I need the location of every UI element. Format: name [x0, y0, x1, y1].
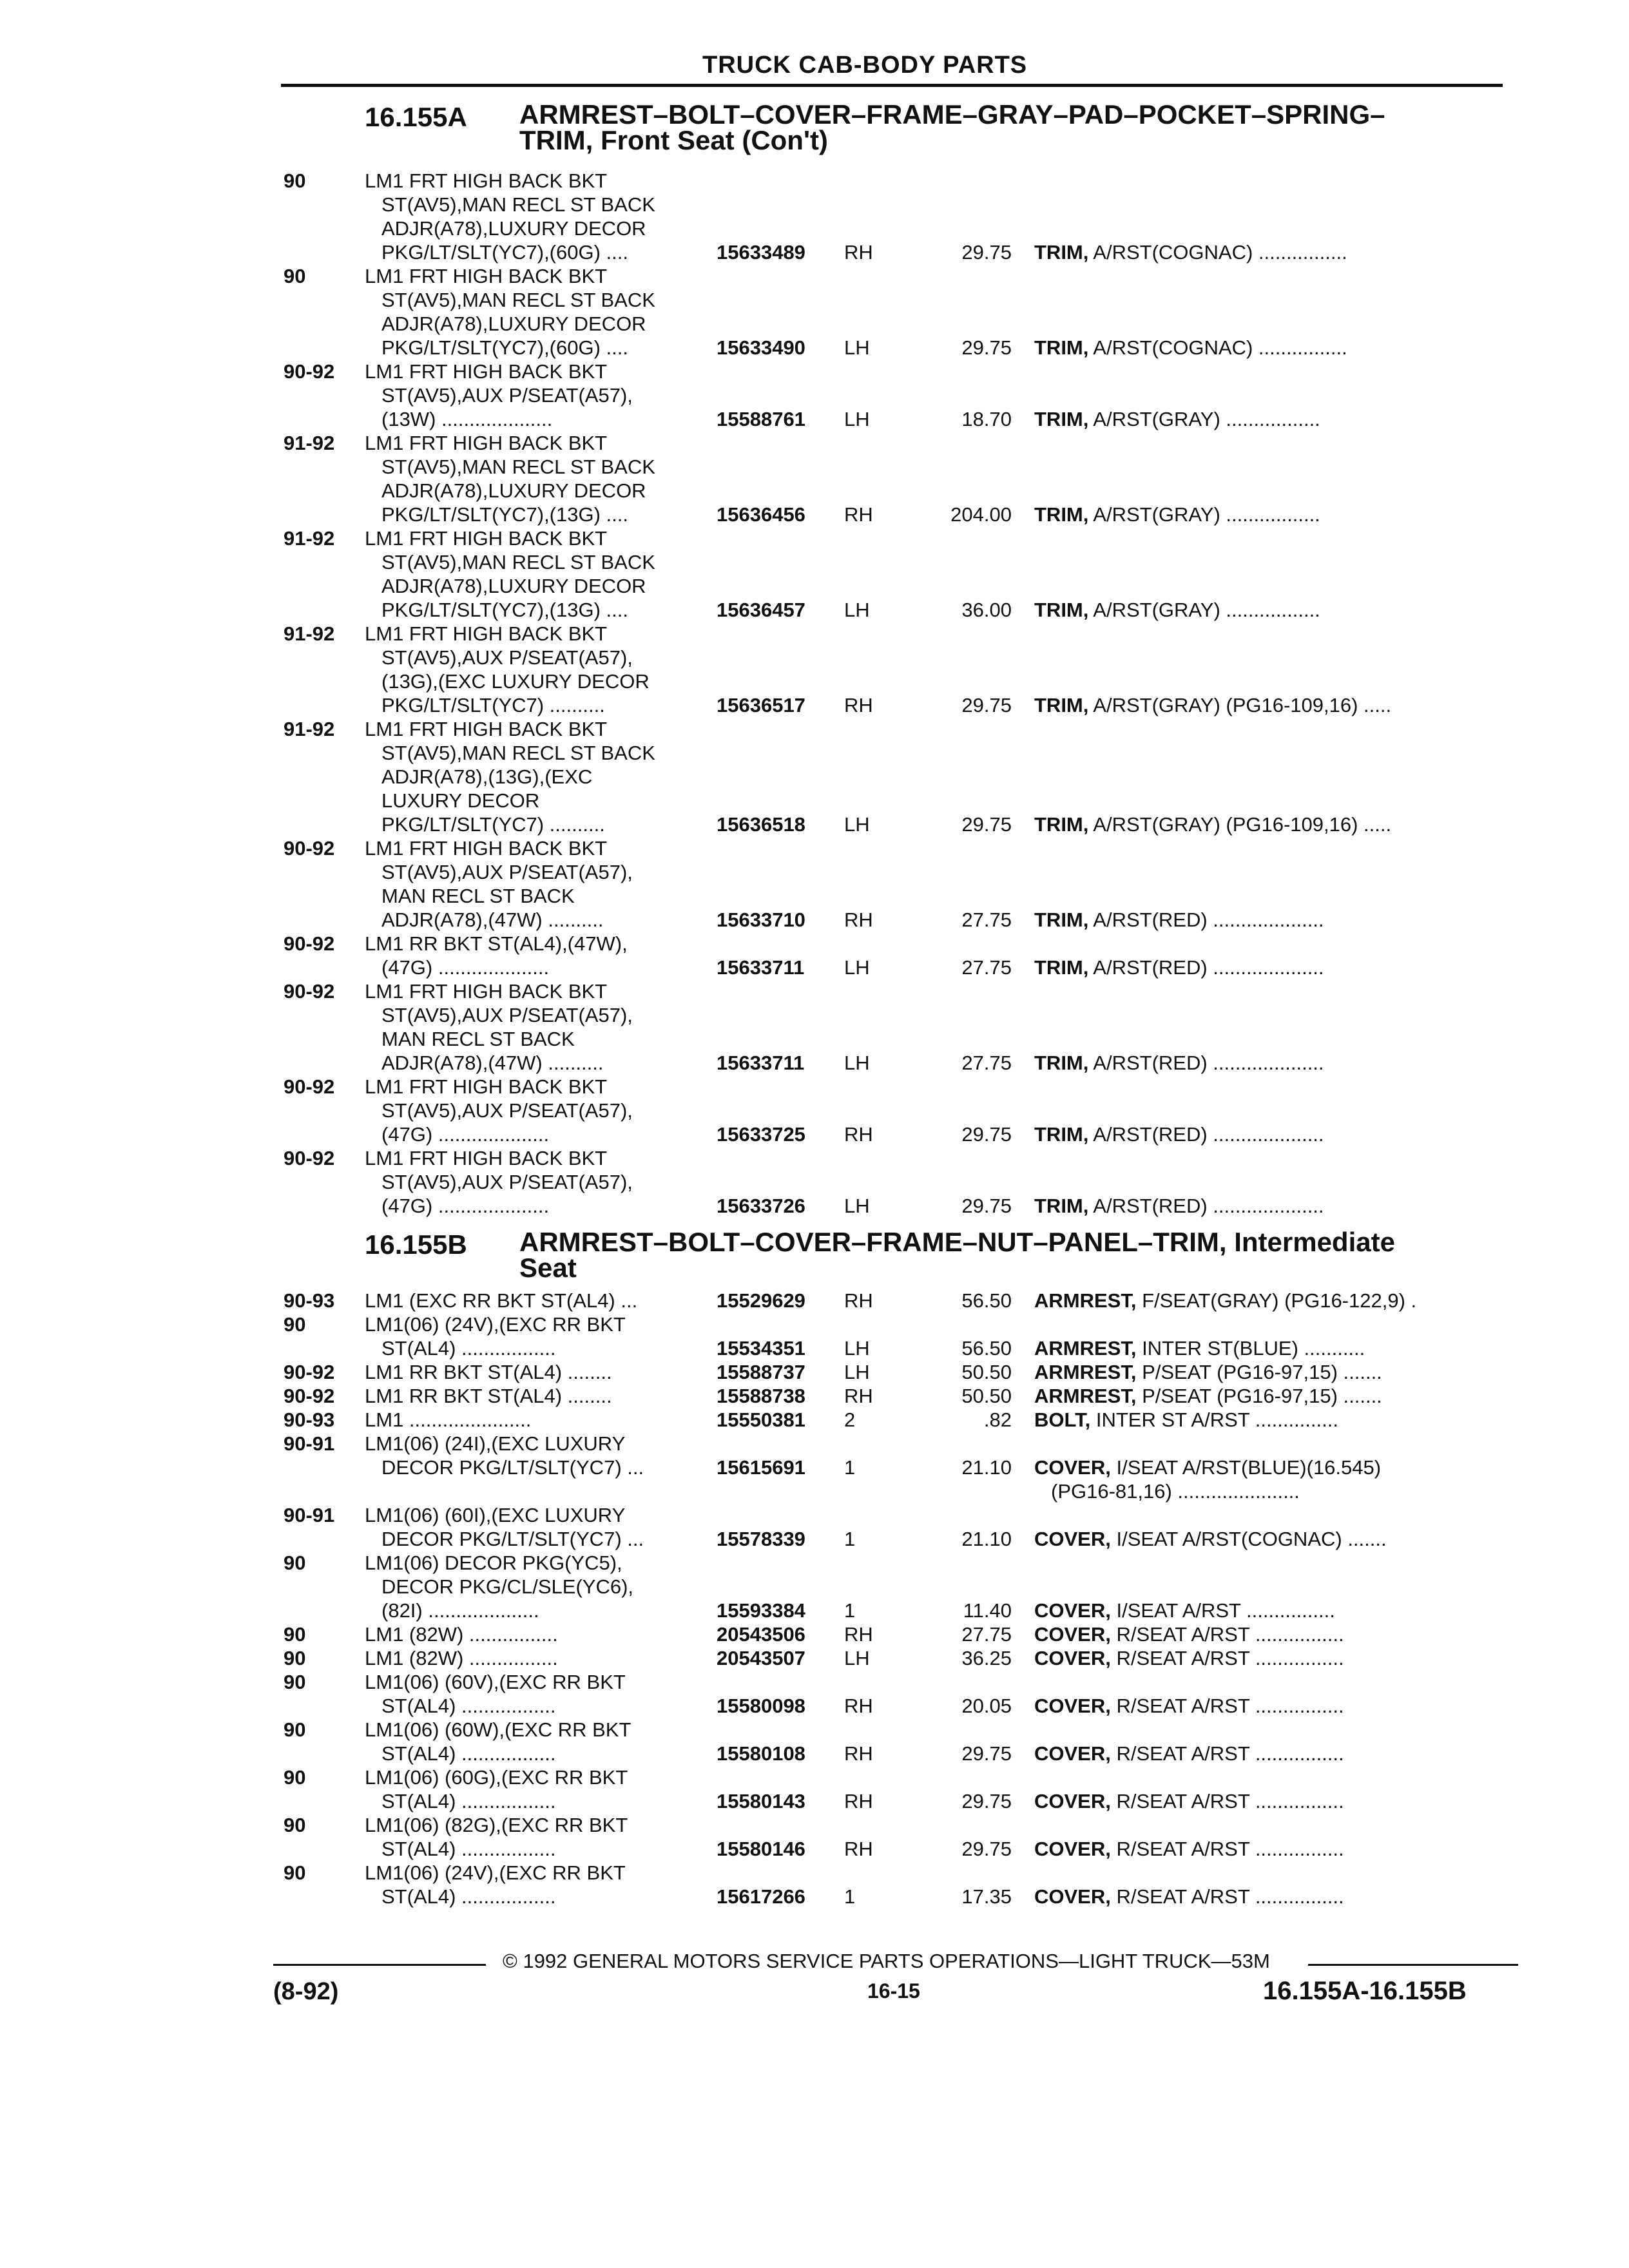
quantity: LH	[844, 599, 870, 621]
model-year: 90	[284, 265, 306, 287]
description-line: LM1 FRT HIGH BACK BKT	[365, 360, 608, 383]
part-name-detail: A/RST(GRAY) (PG16-109,16) .....	[1088, 813, 1392, 836]
quantity: RH	[844, 1623, 873, 1646]
part-name-continuation: (PG16-81,16) ......................	[1051, 1480, 1300, 1503]
description-line: LM1(06) (60G),(EXC RR BKT	[365, 1766, 628, 1789]
part-number: 15633489	[717, 241, 805, 264]
price: 11.40	[963, 1599, 1012, 1622]
description-line: ADJR(A78),LUXURY DECOR	[381, 479, 646, 502]
price: 29.75	[961, 694, 1012, 716]
part-name	[1034, 240, 1347, 264]
description-line: LM1 RR BKT ST(AL4) ........	[365, 1361, 612, 1383]
description-line: ST(AL4) .................	[381, 1885, 556, 1908]
price: 204.00	[950, 503, 1012, 526]
quantity: 2	[844, 1408, 856, 1431]
part-number: 15580098	[717, 1695, 805, 1717]
price: 56.50	[961, 1289, 1012, 1312]
model-year: 90	[284, 1552, 306, 1574]
description-line: LM1(06) (82G),(EXC RR BKT	[365, 1814, 628, 1836]
usage-description	[365, 1813, 628, 1861]
part-number: 15633490	[717, 336, 805, 359]
quantity: LH	[844, 1337, 870, 1360]
part-number: 15588761	[717, 408, 805, 430]
usage-description	[365, 717, 655, 836]
quantity: RH	[844, 694, 873, 716]
part-number: 15617266	[717, 1885, 805, 1908]
model-year: 90-93	[284, 1408, 335, 1431]
quantity: RH	[844, 1289, 873, 1312]
part-number: 15636517	[717, 694, 805, 716]
part-name-detail: R/SEAT A/RST ................	[1110, 1885, 1344, 1908]
quantity: RH	[844, 503, 873, 526]
description-line: LM1 FRT HIGH BACK BKT	[365, 169, 608, 192]
description-line: ST(AV5),MAN RECL ST BACK	[381, 289, 655, 311]
description-line: ST(AV5),AUX P/SEAT(A57),	[381, 1171, 633, 1193]
price: 36.25	[961, 1647, 1012, 1669]
part-number: 15529629	[717, 1289, 805, 1312]
part-name-keyword: COVER,	[1034, 1790, 1111, 1812]
quantity: LH	[844, 813, 870, 836]
part-number: 15550381	[717, 1408, 805, 1431]
usage-description	[365, 264, 655, 360]
price: 29.75	[961, 813, 1012, 836]
price: 27.75	[961, 1052, 1012, 1074]
part-name-keyword: TRIM,	[1034, 694, 1089, 716]
price: 29.75	[961, 336, 1012, 359]
footer-page-number: 16-15	[867, 1979, 920, 2003]
price: 27.75	[961, 908, 1012, 931]
section-number: 16.155B	[365, 1229, 467, 1260]
model-year: 91-92	[284, 718, 335, 740]
quantity: RH	[844, 1123, 873, 1146]
part-name-detail: A/RST(RED) ....................	[1088, 1052, 1324, 1074]
part-name-keyword: COVER,	[1034, 1456, 1111, 1479]
part-name	[1034, 503, 1320, 526]
usage-description	[365, 1146, 633, 1218]
part-name-detail: R/SEAT A/RST ................	[1110, 1790, 1344, 1812]
model-year: 90-92	[284, 360, 335, 383]
price: 29.75	[961, 241, 1012, 264]
quantity: LH	[844, 1052, 870, 1074]
quantity: RH	[844, 1790, 873, 1812]
description-line: MAN RECL ST BACK	[381, 885, 575, 907]
description-line: LM1 FRT HIGH BACK BKT	[365, 265, 608, 287]
description-line: LM1(06) DECOR PKG(YC5),	[365, 1552, 622, 1574]
part-name-keyword: COVER,	[1034, 1599, 1111, 1622]
usage-description	[365, 1718, 631, 1765]
quantity: 1	[844, 1885, 856, 1908]
model-year: 90-92	[284, 932, 335, 955]
model-year: 90	[284, 1623, 306, 1646]
part-name-detail: A/RST(GRAY) .................	[1088, 503, 1320, 526]
part-name	[1034, 1599, 1335, 1622]
description-line: LM1(06) (24V),(EXC RR BKT	[365, 1861, 626, 1884]
model-year: 90	[284, 1718, 306, 1741]
model-year: 90-93	[284, 1289, 335, 1312]
part-name-keyword: TRIM,	[1034, 813, 1089, 836]
part-name-detail: A/RST(RED) ....................	[1088, 1123, 1324, 1146]
description-line: ST(AV5),MAN RECL ST BACK	[381, 551, 655, 573]
part-name-keyword: COVER,	[1034, 1528, 1111, 1550]
quantity: LH	[844, 336, 870, 359]
part-name	[1034, 1336, 1365, 1360]
part-name	[1034, 1384, 1382, 1408]
part-number: 15534351	[717, 1337, 805, 1360]
part-name-detail: R/SEAT A/RST ................	[1110, 1742, 1344, 1765]
part-name	[1034, 1742, 1344, 1765]
usage-description	[365, 1360, 612, 1384]
footer-date: (8-92)	[273, 1978, 339, 2005]
description-line: LM1 (82W) ................	[365, 1647, 558, 1669]
part-number: 15578339	[717, 1528, 805, 1550]
usage-description	[365, 979, 633, 1075]
description-line: ST(AV5),AUX P/SEAT(A57),	[381, 1099, 633, 1122]
model-year: 90-92	[284, 837, 335, 860]
price: 36.00	[961, 599, 1012, 621]
model-year: 90	[284, 1861, 306, 1884]
usage-description	[365, 1432, 644, 1479]
quantity: LH	[844, 956, 870, 979]
part-number: 15636518	[717, 813, 805, 836]
part-name	[1034, 1051, 1324, 1075]
part-name	[1034, 598, 1320, 622]
usage-description	[365, 1861, 626, 1908]
page-header-title: TRUCK CAB-BODY PARTS	[702, 52, 1028, 79]
description-line: LM1 FRT HIGH BACK BKT	[365, 432, 608, 454]
part-name	[1034, 1194, 1324, 1218]
part-name-detail: R/SEAT A/RST ................	[1110, 1838, 1344, 1860]
usage-description	[365, 360, 633, 431]
part-number: 20543507	[717, 1647, 805, 1669]
footer-rule-right	[1308, 1964, 1518, 1966]
part-number: 15593384	[717, 1599, 805, 1622]
quantity: RH	[844, 241, 873, 264]
description-line: LM1 FRT HIGH BACK BKT	[365, 980, 608, 1003]
usage-description	[365, 1551, 633, 1622]
description-line: LM1(06) (60V),(EXC RR BKT	[365, 1671, 626, 1693]
usage-description	[365, 1075, 633, 1146]
part-name	[1034, 1789, 1344, 1813]
quantity: LH	[844, 1361, 870, 1383]
description-line: (82I) ....................	[381, 1599, 539, 1622]
part-name	[1034, 693, 1391, 717]
description-line: ST(AV5),AUX P/SEAT(A57),	[381, 646, 633, 669]
part-number: 15633710	[717, 908, 805, 931]
description-line: LM1 FRT HIGH BACK BKT	[365, 622, 608, 645]
description-line: ADJR(A78),(13G),(EXC	[381, 765, 593, 788]
usage-description	[365, 1765, 628, 1813]
description-line: LM1 FRT HIGH BACK BKT	[365, 1147, 608, 1169]
part-name-detail: A/RST(RED) ....................	[1088, 1195, 1324, 1217]
model-year: 91-92	[284, 527, 335, 550]
price: 29.75	[961, 1790, 1012, 1812]
part-name-detail: R/SEAT A/RST ................	[1110, 1623, 1344, 1646]
description-line: PKG/LT/SLT(YC7),(60G) ....	[381, 241, 628, 264]
part-name	[1034, 1527, 1387, 1551]
part-number: 15588737	[717, 1361, 805, 1383]
part-name-detail: R/SEAT A/RST ................	[1110, 1695, 1344, 1717]
description-line: PKG/LT/SLT(YC7) ..........	[381, 813, 605, 836]
price: 50.50	[961, 1361, 1012, 1383]
part-name-detail: A/RST(RED) ....................	[1088, 956, 1324, 979]
description-line: ST(AV5),AUX P/SEAT(A57),	[381, 1004, 633, 1026]
part-name-detail: R/SEAT A/RST ................	[1110, 1647, 1344, 1669]
description-line: ST(AL4) .................	[381, 1742, 556, 1765]
part-name-detail: A/RST(COGNAC) ................	[1088, 241, 1347, 264]
description-line: LM1 RR BKT ST(AL4),(47W),	[365, 932, 628, 955]
description-line: (13W) ....................	[381, 408, 553, 430]
part-name-detail: F/SEAT(GRAY) (PG16-122,9) .	[1136, 1289, 1417, 1312]
part-name-detail: INTER ST A/RST ...............	[1090, 1408, 1338, 1431]
model-year: 90-92	[284, 1075, 335, 1098]
description-line: ADJR(A78),LUXURY DECOR	[381, 312, 646, 335]
part-name-detail: A/RST(GRAY) .................	[1088, 408, 1320, 430]
usage-description	[365, 932, 628, 979]
description-line: LM1 (82W) ................	[365, 1623, 558, 1646]
usage-description	[365, 1646, 558, 1670]
model-year: 90	[284, 1814, 306, 1836]
quantity: 1	[844, 1599, 856, 1622]
description-line: LM1(06) (24I),(EXC LUXURY	[365, 1432, 626, 1455]
model-year: 90-92	[284, 1147, 335, 1169]
part-name-keyword: COVER,	[1034, 1885, 1111, 1908]
part-name-detail: P/SEAT (PG16-97,15) .......	[1136, 1385, 1382, 1407]
part-name	[1034, 1694, 1344, 1718]
header-rule	[281, 84, 1503, 87]
price: 29.75	[961, 1123, 1012, 1146]
quantity: RH	[844, 1385, 873, 1407]
model-year: 91-92	[284, 432, 335, 454]
price: 29.75	[961, 1195, 1012, 1217]
part-name	[1034, 956, 1324, 979]
part-number: 15633711	[717, 956, 805, 979]
part-name-detail: A/RST(GRAY) .................	[1088, 599, 1320, 621]
description-line: ADJR(A78),(47W) ..........	[381, 908, 604, 931]
part-number: 15580146	[717, 1838, 805, 1860]
usage-description	[365, 1384, 612, 1408]
part-name-detail: I/SEAT A/RST ................	[1110, 1599, 1335, 1622]
footer-section-range: 16.155A-16.155B	[1263, 1977, 1467, 2005]
part-number: 15633711	[717, 1052, 805, 1074]
description-line: LUXURY DECOR	[381, 789, 540, 812]
part-name-detail: I/SEAT A/RST(COGNAC) .......	[1110, 1528, 1387, 1550]
quantity: RH	[844, 1742, 873, 1765]
part-number: 15580143	[717, 1790, 805, 1812]
section-number: 16.155A	[365, 102, 467, 132]
description-line: PKG/LT/SLT(YC7),(13G) ....	[381, 503, 628, 526]
price: .82	[983, 1408, 1012, 1431]
part-name-detail: A/RST(COGNAC) ................	[1088, 336, 1347, 359]
description-line: ST(AV5),MAN RECL ST BACK	[381, 456, 655, 478]
quantity: RH	[844, 1695, 873, 1717]
description-line: ADJR(A78),(47W) ..........	[381, 1052, 604, 1074]
description-line: ST(AV5),AUX P/SEAT(A57),	[381, 384, 633, 407]
model-year: 90-91	[284, 1432, 335, 1455]
model-year: 90	[284, 1647, 306, 1669]
description-line: ST(AL4) .................	[381, 1695, 556, 1717]
part-name-keyword: TRIM,	[1034, 1195, 1089, 1217]
quantity: 1	[844, 1456, 856, 1479]
part-name	[1034, 1122, 1324, 1146]
description-line: LM1 RR BKT ST(AL4) ........	[365, 1385, 612, 1407]
description-line: ST(AV5),MAN RECL ST BACK	[381, 193, 655, 216]
usage-description	[365, 1670, 626, 1718]
part-name	[1034, 1408, 1338, 1432]
part-name-detail: A/RST(GRAY) (PG16-109,16) .....	[1088, 694, 1392, 716]
usage-description	[365, 526, 655, 622]
description-line: LM1 ......................	[365, 1408, 532, 1431]
part-name-detail: INTER ST(BLUE) ...........	[1136, 1337, 1365, 1360]
part-name-keyword: COVER,	[1034, 1623, 1111, 1646]
part-name	[1034, 812, 1391, 836]
part-name	[1034, 1289, 1416, 1312]
part-name-keyword: COVER,	[1034, 1647, 1111, 1669]
usage-description	[365, 169, 655, 264]
part-number: 15588738	[717, 1385, 805, 1407]
description-line: ST(AL4) .................	[381, 1337, 556, 1360]
part-number: 15580108	[717, 1742, 805, 1765]
part-name	[1034, 1885, 1344, 1908]
part-number: 20543506	[717, 1623, 805, 1646]
part-name-keyword: ARMREST,	[1034, 1385, 1137, 1407]
part-name-keyword: ARMREST,	[1034, 1361, 1137, 1383]
part-name-keyword: TRIM,	[1034, 599, 1089, 621]
part-name	[1034, 336, 1347, 360]
footer-copyright: © 1992 GENERAL MOTORS SERVICE PARTS OPERATIONS—LIGHT TRUCK—53M	[503, 1950, 1270, 1972]
price: 50.50	[961, 1385, 1012, 1407]
quantity: RH	[844, 908, 873, 931]
usage-description	[365, 1312, 626, 1360]
part-name-keyword: TRIM,	[1034, 503, 1089, 526]
section-title: ARMREST–BOLT–COVER–FRAME–GRAY–PAD–POCKET–SPRING– TRIM, Front Seat (Con't)	[519, 99, 1385, 155]
description-line: LM1 FRT HIGH BACK BKT	[365, 527, 608, 550]
price: 20.05	[961, 1695, 1012, 1717]
description-line: LM1 (EXC RR BKT ST(AL4) ...	[365, 1289, 638, 1312]
price: 56.50	[961, 1337, 1012, 1360]
part-name-detail: I/SEAT A/RST(BLUE)(16.545)	[1110, 1456, 1382, 1479]
part-name-detail: P/SEAT (PG16-97,15) .......	[1136, 1361, 1382, 1383]
part-name-keyword: ARMREST,	[1034, 1337, 1137, 1360]
part-name-keyword: COVER,	[1034, 1695, 1111, 1717]
part-name-keyword: TRIM,	[1034, 336, 1089, 359]
usage-description	[365, 1289, 637, 1312]
model-year: 91-92	[284, 622, 335, 645]
quantity: RH	[844, 1838, 873, 1860]
description-line: ST(AV5),MAN RECL ST BACK	[381, 742, 655, 764]
description-line: LM1(06) (60W),(EXC RR BKT	[365, 1718, 631, 1741]
description-line: PKG/LT/SLT(YC7),(13G) ....	[381, 599, 628, 621]
model-year: 90	[284, 1313, 306, 1336]
price: 18.70	[961, 408, 1012, 430]
part-name-keyword: COVER,	[1034, 1838, 1111, 1860]
price: 29.75	[961, 1742, 1012, 1765]
model-year: 90-92	[284, 1385, 335, 1407]
description-line: LM1(06) (24V),(EXC RR BKT	[365, 1313, 626, 1336]
model-year: 90	[284, 169, 306, 192]
part-number: 15633725	[717, 1123, 805, 1146]
part-name-keyword: TRIM,	[1034, 241, 1089, 264]
description-line: MAN RECL ST BACK	[381, 1028, 575, 1050]
description-line: (47G) ....................	[381, 956, 550, 979]
part-number: 15633726	[717, 1195, 805, 1217]
description-line: (13G),(EXC LUXURY DECOR	[381, 670, 650, 693]
description-line: ST(AL4) .................	[381, 1790, 556, 1812]
description-line: ADJR(A78),LUXURY DECOR	[381, 217, 646, 240]
description-line: LM1 FRT HIGH BACK BKT	[365, 718, 608, 740]
description-line: (47G) ....................	[381, 1195, 550, 1217]
part-number: 15636456	[717, 503, 805, 526]
description-line: ST(AL4) .................	[381, 1838, 556, 1860]
part-name-keyword: TRIM,	[1034, 956, 1089, 979]
part-name-keyword: TRIM,	[1034, 408, 1089, 430]
usage-description	[365, 431, 655, 526]
footer-rule-left	[273, 1964, 486, 1966]
price: 21.10	[961, 1456, 1012, 1479]
part-name-keyword: COVER,	[1034, 1742, 1111, 1765]
part-name-detail: A/RST(RED) ....................	[1088, 908, 1324, 931]
description-line: LM1(06) (60I),(EXC LUXURY	[365, 1504, 626, 1526]
part-name	[1034, 1646, 1344, 1670]
usage-description	[365, 1503, 644, 1551]
part-name	[1034, 1360, 1382, 1384]
quantity: LH	[844, 1647, 870, 1669]
part-name-keyword: TRIM,	[1034, 908, 1089, 931]
part-number: 15636457	[717, 599, 805, 621]
part-name-keyword: ARMREST,	[1034, 1289, 1137, 1312]
part-name-keyword: BOLT,	[1034, 1408, 1091, 1431]
part-name	[1034, 1622, 1344, 1646]
usage-description	[365, 836, 633, 932]
part-name-keyword: TRIM,	[1034, 1123, 1089, 1146]
usage-description	[365, 622, 650, 717]
price: 27.75	[961, 1623, 1012, 1646]
description-line: PKG/LT/SLT(YC7),(60G) ....	[381, 336, 628, 359]
description-line: DECOR PKG/LT/SLT(YC7) ...	[381, 1456, 644, 1479]
description-line: ST(AV5),AUX P/SEAT(A57),	[381, 861, 633, 883]
usage-description	[365, 1622, 558, 1646]
price: 21.10	[961, 1528, 1012, 1550]
quantity: LH	[844, 408, 870, 430]
model-year: 90	[284, 1766, 306, 1789]
description-line: ADJR(A78),LUXURY DECOR	[381, 575, 646, 597]
description-line: DECOR PKG/LT/SLT(YC7) ...	[381, 1528, 644, 1550]
part-name-keyword: TRIM,	[1034, 1052, 1089, 1074]
part-name	[1034, 407, 1320, 431]
price: 27.75	[961, 956, 1012, 979]
model-year: 90-91	[284, 1504, 335, 1526]
description-line: DECOR PKG/CL/SLE(YC6),	[381, 1575, 634, 1598]
part-name	[1034, 908, 1324, 932]
model-year: 90-92	[284, 980, 335, 1003]
section-title: ARMREST–BOLT–COVER–FRAME–NUT–PANEL–TRIM, Intermediate Seat	[519, 1227, 1395, 1283]
model-year: 90-92	[284, 1361, 335, 1383]
part-number: 15615691	[717, 1456, 805, 1479]
part-name	[1034, 1837, 1344, 1861]
quantity: 1	[844, 1528, 856, 1550]
quantity: LH	[844, 1195, 870, 1217]
description-line: (47G) ....................	[381, 1123, 550, 1146]
usage-description	[365, 1408, 531, 1432]
part-name	[1034, 1456, 1381, 1503]
description-line: PKG/LT/SLT(YC7) ..........	[381, 694, 605, 716]
description-line: LM1 FRT HIGH BACK BKT	[365, 1075, 608, 1098]
model-year: 90	[284, 1671, 306, 1693]
price: 29.75	[961, 1838, 1012, 1860]
description-line: LM1 FRT HIGH BACK BKT	[365, 837, 608, 860]
price: 17.35	[961, 1885, 1012, 1908]
